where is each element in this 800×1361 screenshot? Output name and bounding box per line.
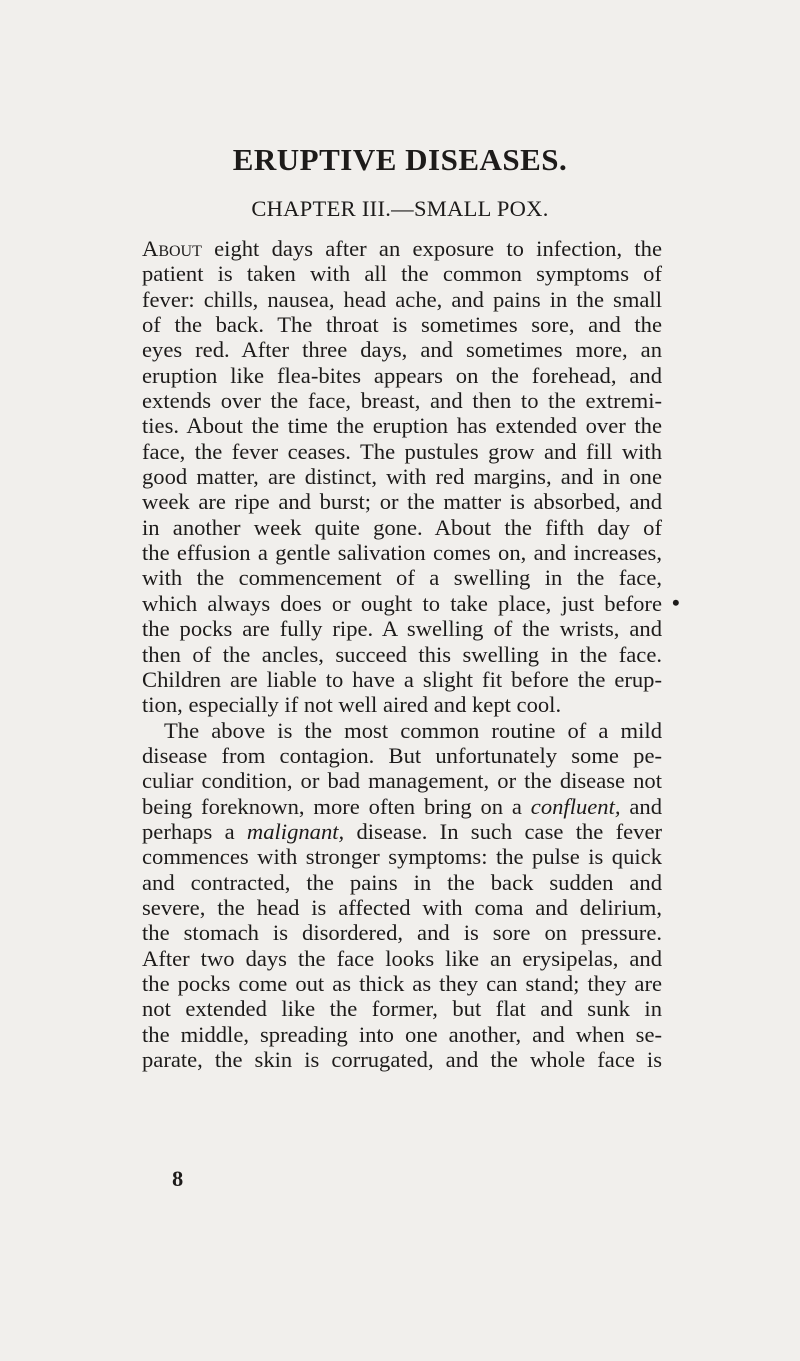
text-line: ties. About the time the eruption has extended over the [142, 413, 662, 439]
italic-word: confluent, [530, 793, 621, 819]
text-line [142, 794, 662, 819]
text-line: extends over the face, breast, and then to the extremi- [142, 388, 662, 414]
text-line: The above is the most common routine of a mild [164, 717, 662, 743]
text-line: tion, especially if not well aired and kept cool. [142, 692, 562, 718]
text-line: fever: chills, nausea, head ache, and pains in the small [142, 286, 662, 312]
text-line: good matter, are distinct, with red margins, and in one [142, 464, 662, 490]
page-title: ERUPTIVE DISEASES. [232, 142, 568, 177]
text-line: the effusion a gentle salivation comes on, and increases, [142, 540, 662, 566]
text-line: After two days the face looks like an erysipelas, and [142, 945, 662, 971]
text-line [142, 236, 662, 261]
text-line: disease from contagion. But unfortunately some pe- [142, 742, 662, 768]
text-line: in another week quite gone. About the fifth day of [142, 514, 662, 540]
text-line: then of the ancles, succeed this swelling in the face. [142, 641, 662, 667]
text-line: and contracted, the pains in the back sudden and [142, 869, 662, 895]
text-line: week are ripe and burst; or the matter is absorbed, and [142, 489, 662, 515]
text-line: culiar condition, or bad management, or the disease not [142, 768, 662, 794]
text-line: the pocks are fully ripe. A swelling of the wrists, and [142, 616, 662, 642]
text-line: severe, the head is affected with coma and delirium, [142, 894, 662, 920]
text-line: parate, the skin is corrugated, and the whole face is [142, 1047, 662, 1072]
text-line: patient is taken with all the common symptoms of [142, 261, 662, 287]
body-text [142, 236, 662, 1072]
text-line: the middle, spreading into one another, and when se- [142, 1021, 662, 1047]
text-line: with the commencement of a swelling in the face, [142, 565, 662, 591]
text-line: Children are liable to have a slight fit before the erup- [142, 666, 662, 692]
text-line: eyes red. After three days, and sometimes more, an [142, 337, 662, 363]
line-text: disease. In such case the fever [344, 818, 663, 844]
text-line: which always does or ought to take place, just before [142, 590, 662, 616]
drop-word: About [142, 236, 202, 261]
text-line: of the back. The throat is sometimes sore, and the [142, 312, 662, 338]
text-line: commences with stronger symptoms: the pulse is quick [142, 844, 662, 870]
text-line: eruption like flea-bites appears on the forehead, and [142, 362, 662, 388]
line-text: perhaps a [142, 818, 247, 844]
chapter-heading: CHAPTER III.—SMALL POX. [251, 196, 549, 221]
line-text: eight days after an exposure to infection, the [201, 236, 662, 261]
margin-mark: • [672, 590, 680, 615]
italic-word: malignant, [246, 818, 345, 844]
page-number: 8 [172, 1166, 184, 1191]
text-line: not extended like the former, but flat and sunk in [142, 996, 662, 1022]
text-line: face, the fever ceases. The pustules grow and fill with [142, 438, 662, 464]
text-line: the stomach is disordered, and is sore on pressure. [142, 920, 662, 946]
text-line [142, 819, 662, 844]
line-text: being foreknown, more often bring on a [142, 793, 531, 819]
line-text: and [620, 793, 662, 819]
text-line: the pocks come out as thick as they can stand; they are [142, 970, 662, 996]
